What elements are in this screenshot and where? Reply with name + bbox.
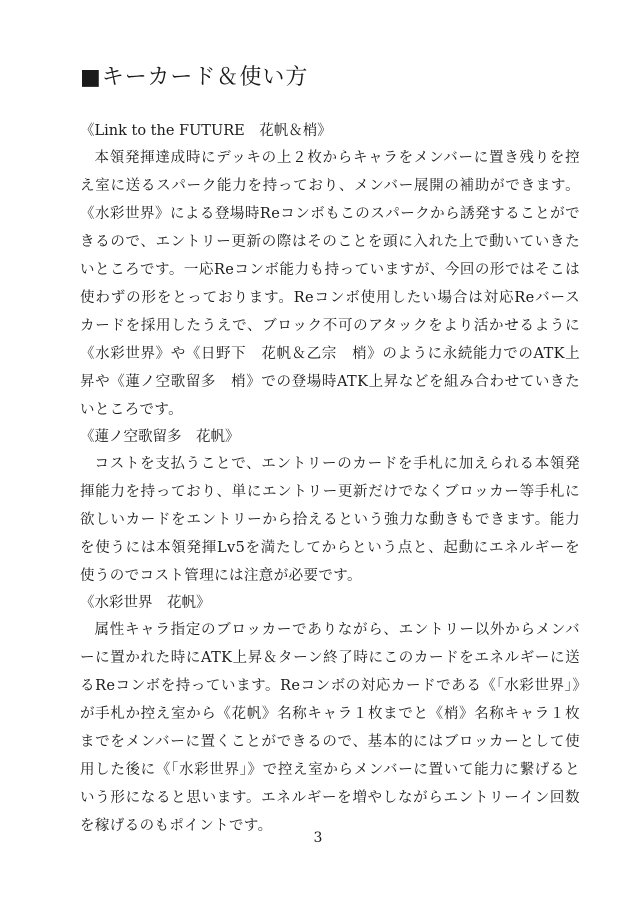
card-section-hasunosora-karuta <box>80 424 580 590</box>
document-page <box>80 60 580 840</box>
card-description: 本領発揮達成時にデッキの上２枚からキャラをメンバーに置き残りを控え室に送るスパーク能力を持っており、メンバー展開の補助ができます。《水彩世界》による登場時Reコンボもこのスパークから誘発することができるので、エントリー更新の際はそのことを頭に入れた上で動いていきたいところです。一応Reコンボ能力も持っていますが、今回の形ではそこは使わずの形をとっております。Reコンボ使用したい場合は対応Reバースカードを採用したうえで、ブロック不可のアタックをより活かせるように《水彩世界》や《日野下 花帆＆乙宗 梢》のように永続能力でのATK上昇や《蓮ノ空歌留多 梢》での登場時ATK上昇などを組み合わせていきたいところです。 <box>80 150 580 418</box>
card-title: 《水彩世界 花帆》 <box>80 595 211 611</box>
card-section-suisai-sekai <box>80 590 580 840</box>
card-description: コストを支払うことで、エントリーのカードを手札に加えられる本領発揮能力を持っており、単にエントリー更新だけでなくブロッカー等手札に欲しいカードをエントリーから拾えるという強力な動きもできます。能力を使うには本領発揮Lv5を満たしてからという点と、起動にエネルギーを使うのでコスト管理には注意が必要です。 <box>80 456 580 584</box>
card-description: 属性キャラ指定のブロッカーでありながら、エントリー以外からメンバーに置かれた時にATK上昇＆ターン終了時にこのカードをエネルギーに送るReコンボを持っています。Reコンボの対応カードである《「水彩世界」》が手札か控え室から《花帆》名称キャラ１枚までと《梢》名称キャラ１枚までをメンバーに置くことができるので、基本的にはブロッカーとして使用した後に《「水彩世界」》で控え室からメンバーに置いて能力に繋げるという形になると思います。エネルギーを増やしながらエントリーイン回数を稼げるのもポイントです。 <box>80 622 580 834</box>
page-number: 3 <box>313 830 323 846</box>
page-heading: ■キーカード＆使い方 <box>80 65 309 90</box>
card-section-link-to-the-future <box>80 118 580 424</box>
card-title: 《Link to the FUTURE 花帆＆梢》 <box>80 123 332 139</box>
card-title: 《蓮ノ空歌留多 花帆》 <box>80 429 240 445</box>
